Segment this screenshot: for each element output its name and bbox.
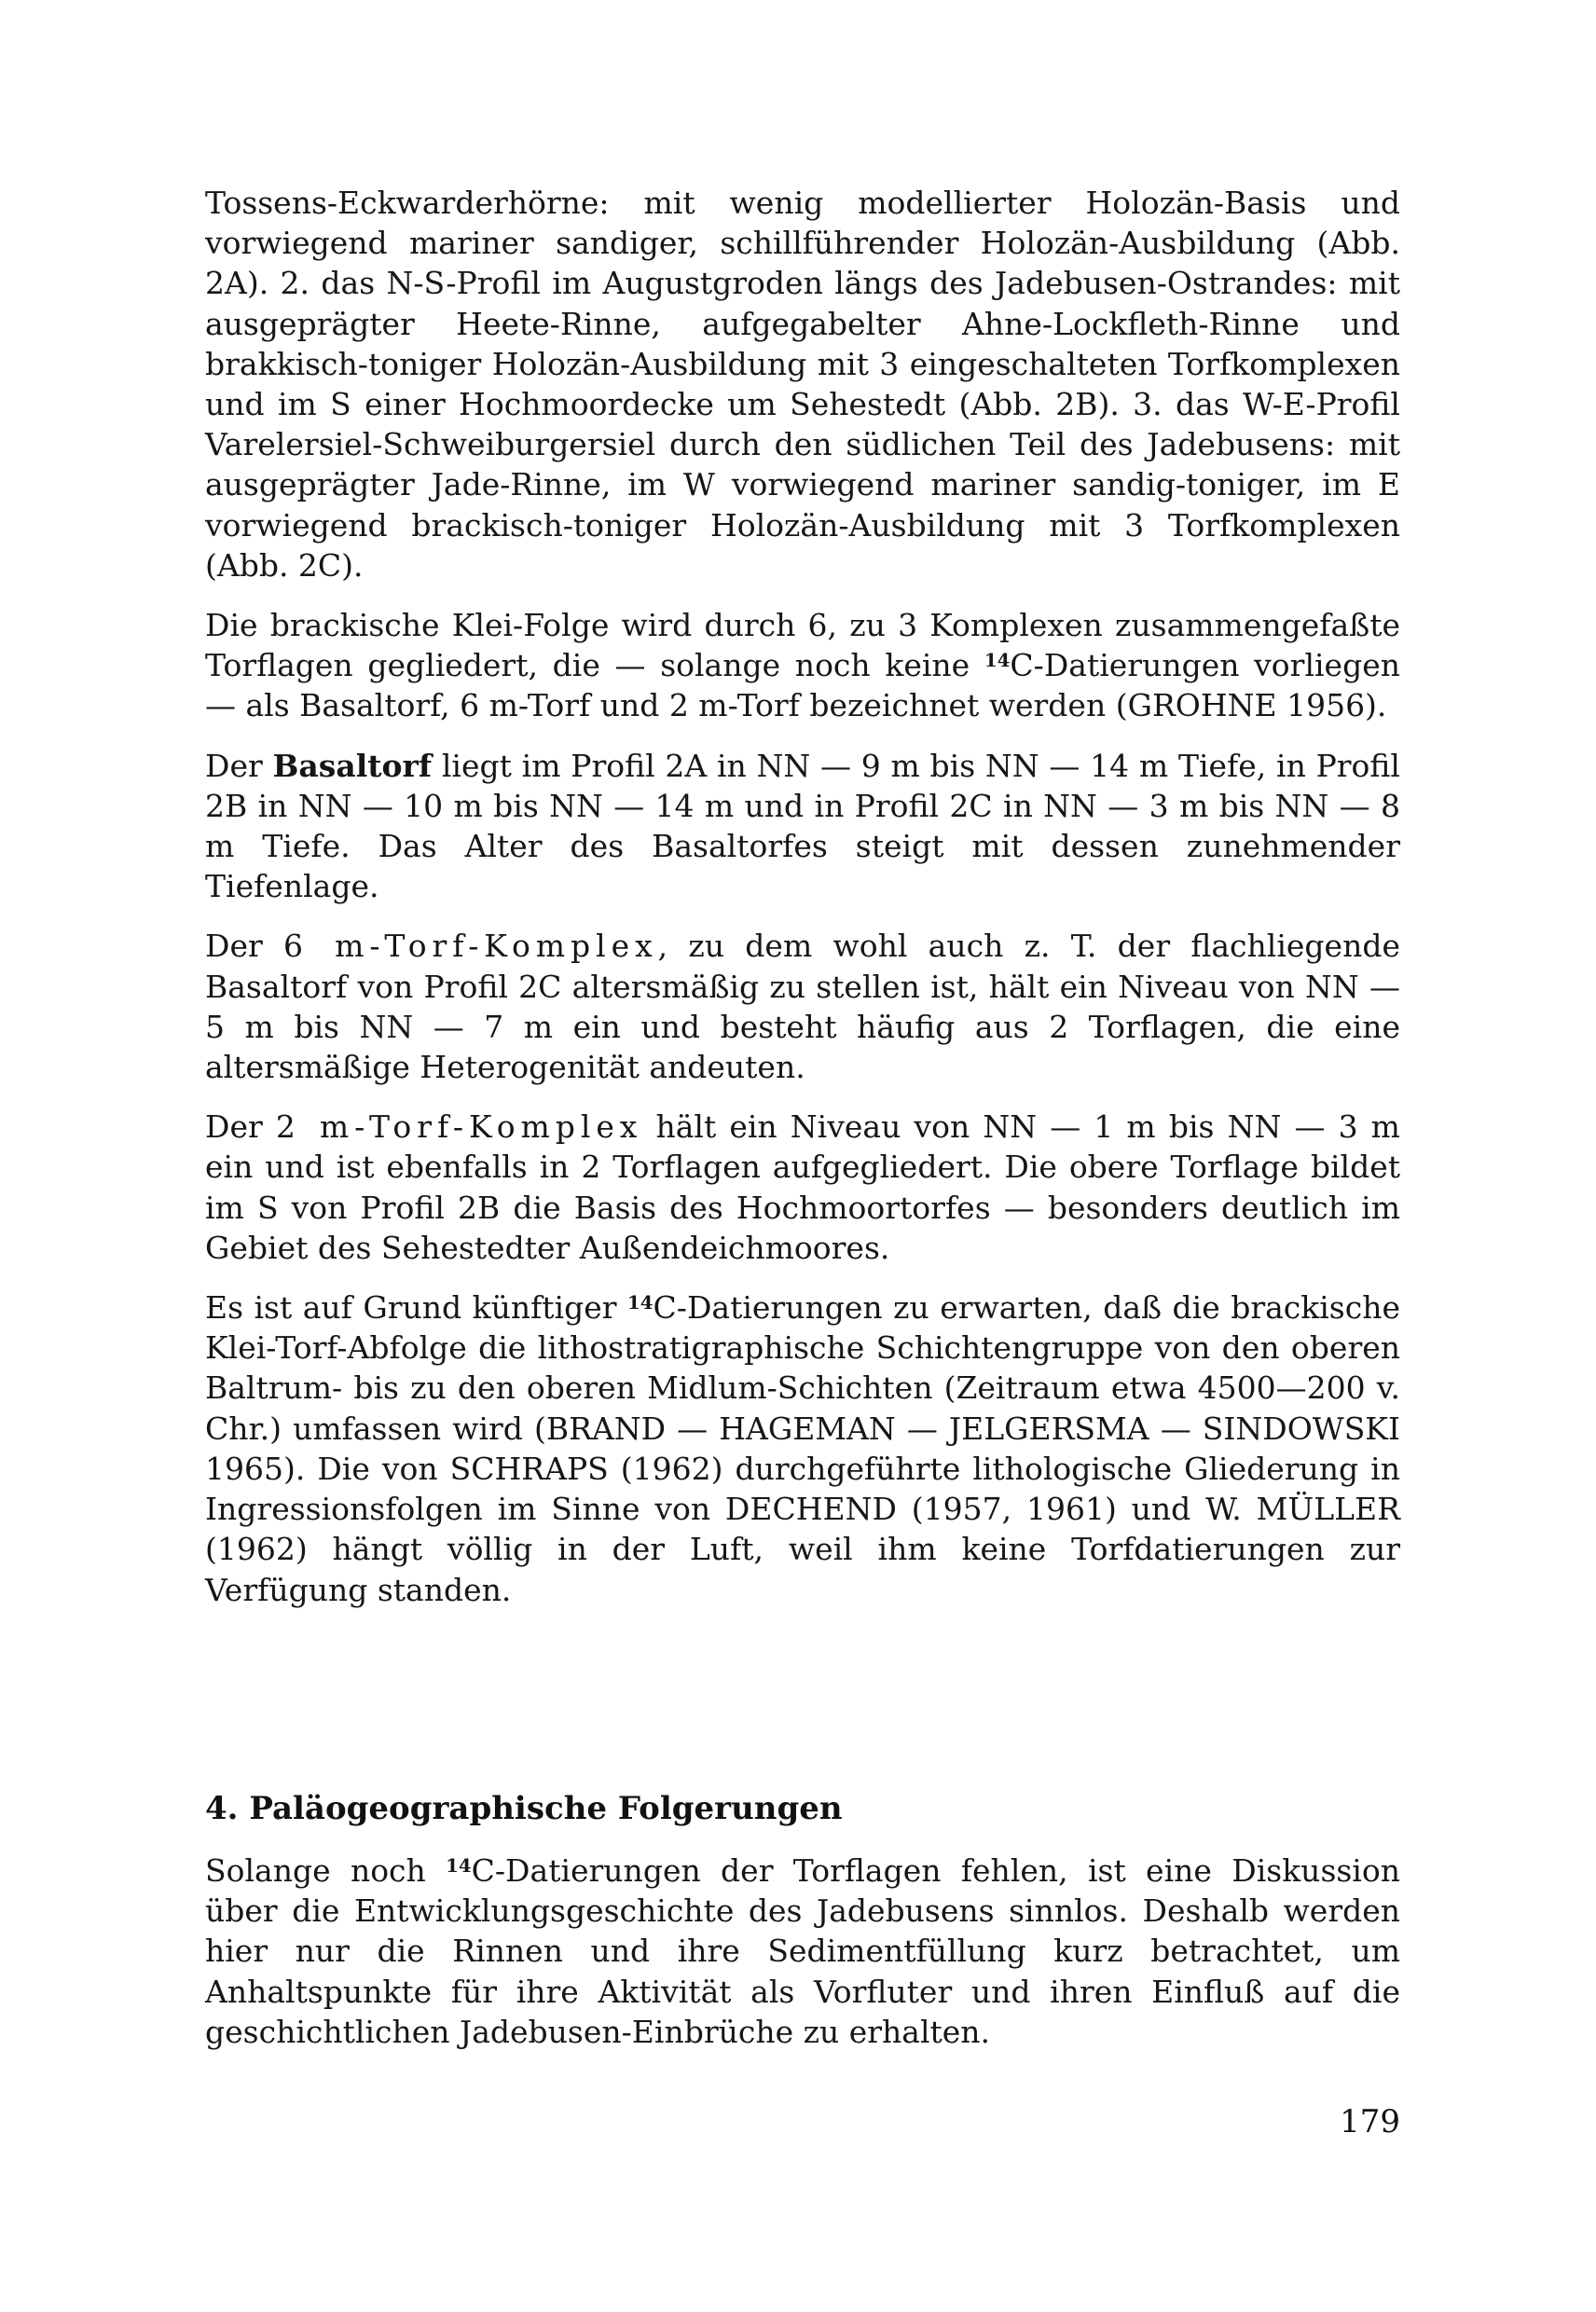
superscript-14: 14: [627, 1291, 654, 1314]
term-2m-torf-komplex: 2 m-Torf-Komplex: [275, 1108, 643, 1146]
paragraph-basaltorf: Der Basaltorf liegt im Profil 2A in NN — 9 m bis NN — 14 m Tiefe, in Profil 2B in NN — 10 m bis NN — 14 m und in Profil 2C in NN — 3 m bis NN — 8 m Tiefe. Das Alter des Basaltorfes steigt mit dessen zunehmender Tiefenlage.: [205, 747, 1400, 905]
paragraph-folgerungen: Solange noch $^{14}$C-Datierungen der Torflagen fehlen, ist eine Diskussion über die Entwicklungsgeschichte des Jadebusens sinnlos. Deshalb werden hier nur die Rinnen und ihre Sedimentfüllung kurz betrachtet, um Anhaltspunkte für ihre Aktivität als Vorfluter und ihren Einfluß auf die geschichtlichen Jadebusen-Einbrüche zu erhalten.: [205, 1852, 1400, 2050]
term-basaltorf: Basaltorf: [272, 747, 433, 784]
paragraph-klei-folge: Die brackische Klei-Folge wird durch 6, zu 3 Komplexen zusammengefaßte Torflagen gegliedert, die — solange noch keine $^{14}$C-Datierungen vorliegen — als Basaltorf, 6 m-Torf und 2 m-Torf bezeichnet werden (GROHNE 1956).: [205, 607, 1400, 724]
superscript-14: 14: [984, 649, 1011, 672]
body-text-section: [205, 1851, 1400, 2052]
paragraph-2m-torf: Der 2 m-Torf-Komplex hält ein Niveau von NN — 1 m bis NN — 3 m ein und ist ebenfalls in 2 Torflagen aufgegliedert. Die obere Torflage bildet im S von Profil 2B die Basis des Hochmoortorfes — besonders deutlich im Gebiet des Sehestedter Außendeichmoores.: [205, 1108, 1400, 1266]
page-number: 179: [1340, 2103, 1400, 2140]
paragraph-6m-torf: Der 6 m-Torf-Komplex, zu dem wohl auch z. T. der flachliegende Basaltorf von Profil 2C altersmäßig zu stellen ist, hält ein Niveau von NN — 5 m bis NN — 7 m ein und besteht häufig aus 2 Torflagen, die eine altersmäßige Heterogenität andeuten.: [205, 928, 1400, 1086]
term-6m-torf-komplex: 6 m-Torf-Komplex: [283, 928, 658, 965]
body-text-upper: [205, 183, 1400, 1610]
section-heading: 4. Paläogeographische Folgerungen: [205, 1790, 843, 1827]
paragraph-profiles: Tossens-Eckwarderhörne: mit wenig modellierter Holozän-Basis und vorwiegend mariner sandiger, schillführender Holozän-Ausbildung (Abb. 2A). 2. das N-S-Profil im Augustgroden längs des Jadebusen-Ostrandes: mit ausgeprägter Heete-Rinne, aufgegabelter Ahne-Lockfleth-Rinne und brakkisch-toniger Holozän-Ausbildung mit 3 eingeschalteten Torfkomplexen und im S einer Hochmoordecke um Sehestedt (Abb. 2B). 3. das W-E-Profil Varelersiel-Schweiburgersiel durch den südlichen Teil des Jadebusens: mit ausgeprägter Jade-Rinne, im W vorwiegend mariner sandig-toniger, im E vorwiegend brackisch-toniger Holozän-Ausbildung mit 3 Torfkomplexen (Abb. 2C).: [205, 185, 1400, 584]
paragraph-datierungen: Es ist auf Grund künftiger $^{14}$C-Datierungen zu erwarten, daß die brackische Klei-Torf-Abfolge die lithostratigraphische Schichtengruppe von den oberen Baltrum- bis zu den oberen Midlum-Schichten (Zeitraum etwa 4500—200 v. Chr.) umfassen wird (BRAND — HAGEMAN — JELGERSMA — SINDOWSKI 1965). Die von SCHRAPS (1962) durchgeführte lithologische Gliederung in Ingressionsfolgen im Sinne von DECHEND (1957, 1961) und W. MÜLLER (1962) hängt völlig in der Luft, weil ihm keine Torfdatierungen zur Verfügung standen.: [205, 1289, 1400, 1608]
superscript-14: 14: [446, 1854, 472, 1878]
